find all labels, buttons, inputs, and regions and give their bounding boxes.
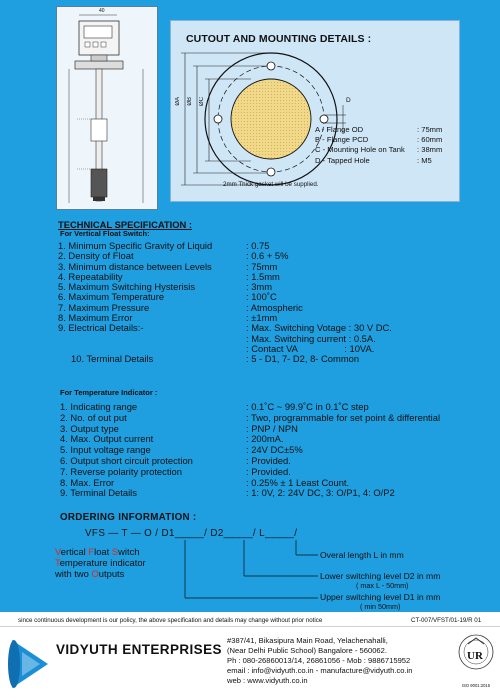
spec-value: : 0.75 [246, 240, 270, 251]
desc-pre: with two [55, 568, 92, 579]
spec-value: : 1: 0V, 2: 24V DC, 3: O/P1, 4: O/P2 [246, 487, 395, 499]
company-address [227, 636, 413, 686]
spec-row [58, 343, 478, 353]
spec-key: 8. Maximum Error [58, 312, 133, 324]
desc-rest: ertical [60, 546, 89, 557]
flange-label: C - Mounting Hole on Tank [315, 145, 405, 155]
sensor-diagram-icon [57, 7, 159, 211]
spec-title: TECHNICAL SPECIFICATION : [58, 219, 193, 230]
spec-value: : 75mm [246, 260, 278, 272]
dim-label-c: ØC [199, 97, 205, 106]
spec-key: 6. Output short circuit protection [60, 454, 193, 466]
spec-key: 9. Electrical Details:- [58, 322, 144, 334]
lower-level-note: ( max L - 50mm) [356, 581, 409, 590]
spec-key: 1. Minimum Specific Gravity of Liquid [58, 240, 213, 251]
spec-value: : Two, programmable for set point & differential [246, 411, 441, 423]
spec-key: 4. Max. Output current [60, 433, 154, 445]
spec-value: : Atmospheric [246, 301, 303, 313]
spec-key: 6. Maximum Temperature [58, 291, 165, 303]
spec-key: 4. Repeatability [58, 270, 123, 282]
spec-key: 7. Maximum Pressure [58, 301, 150, 313]
address-line: (Near Delhi Public School) Bangalore - 560062. [227, 645, 387, 655]
spec-key: 2. Density of Float [58, 250, 134, 262]
change-notice: since continuous development is our policy, the above specification and details may change without prior notice [18, 617, 323, 624]
spec-row [58, 302, 478, 312]
spec-row [60, 455, 480, 466]
spec-key: 3. Output type [60, 422, 119, 434]
company-name: VIDYUTH ENTERPRISES [56, 642, 222, 657]
spec-value: : Max. Switching Votage : 30 V DC. [246, 322, 392, 334]
spec-row [58, 322, 478, 332]
spec-key: 1. Indicating range [60, 401, 138, 412]
desc-rest: loat [94, 546, 112, 557]
spec-row [58, 291, 478, 301]
desc-rest: witch [118, 546, 140, 557]
flange-label: D - Tapped Hole [315, 155, 370, 165]
document-code: CT-007/VFST/01-19/R 01 [411, 617, 482, 624]
flange-label: B - Flange PCD [315, 135, 369, 145]
spec-row [58, 271, 478, 281]
cert-text: ISO 9001:2015 [461, 683, 491, 688]
address-line: email : info@vidyuth.co.in - manufacture@vidyuth.co.in [227, 665, 413, 675]
flange-diagram-icon [171, 21, 461, 203]
cutout-title: CUTOUT AND MOUNTING DETAILS : [186, 33, 372, 45]
address-line: #387/41, Bikasipura Main Road, Yelachenahalli, [227, 636, 388, 645]
spec-row [58, 240, 478, 250]
spec-value: : ±1mm [246, 312, 278, 324]
spec-value: : 3mm [246, 281, 273, 293]
cert-mark: UR [467, 650, 483, 662]
flange-value: : M5 [417, 155, 432, 165]
desc-initial: O [91, 568, 99, 579]
spec-value: : 0.1˚C ~ 99.9˚C in 0.1˚C step [246, 401, 369, 412]
hole-label-d: D [346, 97, 351, 104]
spec-value: : Provided. [246, 465, 291, 477]
temp-subhead: For Temperature Indicator : [60, 388, 158, 397]
spec-row [60, 477, 480, 488]
cutout-panel [170, 20, 460, 202]
spec-row [60, 444, 480, 455]
spec-value: : Provided. [246, 454, 291, 466]
spec-value: : Contact VA : 10VA. [246, 342, 375, 354]
spec-row [58, 261, 478, 271]
desc-initial: F [88, 546, 95, 557]
spec-value: : 24V DC±5% [246, 444, 303, 456]
flange-row [315, 145, 442, 155]
flange-row [315, 156, 442, 166]
ordering-code: VFS — T — O / D1_____/ D2_____/ L_____/ [85, 528, 298, 539]
dim-label-b: ØB [187, 97, 193, 106]
spec-key: 5. Input voltage range [60, 444, 151, 456]
flange-value: : 75mm [417, 125, 443, 134]
desc-rest: utputs [98, 568, 125, 579]
spec-value: : 1.5mm [246, 270, 280, 282]
spec-row [60, 487, 480, 498]
address-line: Ph : 080-26860013/14, 26861056 - Mob : 9886715952 [227, 655, 411, 665]
spec-row [58, 333, 478, 343]
spec-row [60, 423, 480, 434]
dim-label-a: ØA [175, 97, 181, 106]
upper-level-note: ( min 50mm) [360, 602, 401, 611]
spec-value: : 0.6 + 5% [246, 250, 289, 262]
spec-row [60, 401, 480, 412]
spec-row [58, 250, 478, 260]
spec-value: : 200mA. [246, 433, 284, 445]
spec-key: 8. Max. Error [60, 476, 115, 488]
spec-key: 2. No. of out put [60, 411, 127, 423]
spec-value: : 0.25% ± 1 Least Count. [246, 476, 350, 488]
spec-key: 7. Reverse polarity protection [60, 465, 182, 477]
upper-level-label: Upper switching level D1 in mm [320, 592, 441, 602]
gasket-note: 2mm Thick gasket will be supplied. [223, 181, 319, 188]
ordering-title: ORDERING INFORMATION : [60, 512, 197, 523]
flange-dimensions-list [315, 125, 442, 166]
spec-key: 10. Terminal Details [58, 353, 154, 365]
sensor-top-dimension: 40 [99, 8, 105, 14]
spec-row [58, 353, 478, 363]
flange-label: A - Flange OD [315, 125, 364, 134]
flange-value: : 38mm [417, 145, 443, 155]
spec-key: 5. Maximum Switching Hysterisis [58, 281, 196, 293]
overal-length-label: Overal length L in mm [320, 550, 404, 560]
flange-row [315, 125, 442, 135]
temp-spec-list [60, 401, 480, 498]
spec-row [60, 412, 480, 423]
desc-initial: S [111, 546, 119, 557]
spec-value: : 5 - D1, 7- D2, 8- Common [246, 353, 360, 365]
desc-initial: T [55, 557, 60, 568]
desc-rest: emperature indicator [59, 557, 146, 568]
spec-row [60, 433, 480, 444]
float-subhead: For Vertical Float Switch: [60, 229, 150, 238]
desc-initial: V [55, 546, 61, 557]
sensor-drawing [56, 6, 158, 210]
flange-row [315, 135, 442, 145]
spec-row [58, 281, 478, 291]
address-line: web : www.vidyuth.co.in [227, 675, 308, 685]
spec-row [58, 312, 478, 322]
certification-badge [455, 630, 497, 696]
spec-key: 3. Minimum distance between Levels [58, 260, 212, 272]
lower-level-label: Lower switching level D2 in mm [320, 571, 441, 581]
flange-value: : 60mm [417, 135, 443, 145]
spec-value: : PNP / NPN [246, 422, 298, 434]
spec-value: : 100˚C [246, 291, 277, 303]
spec-value: : Max. Switching current : 0.5A. [246, 332, 376, 344]
spec-row [60, 466, 480, 477]
float-spec-list [58, 240, 478, 364]
company-logo-icon [6, 634, 52, 694]
spec-key: 9. Terminal Details [60, 487, 137, 499]
